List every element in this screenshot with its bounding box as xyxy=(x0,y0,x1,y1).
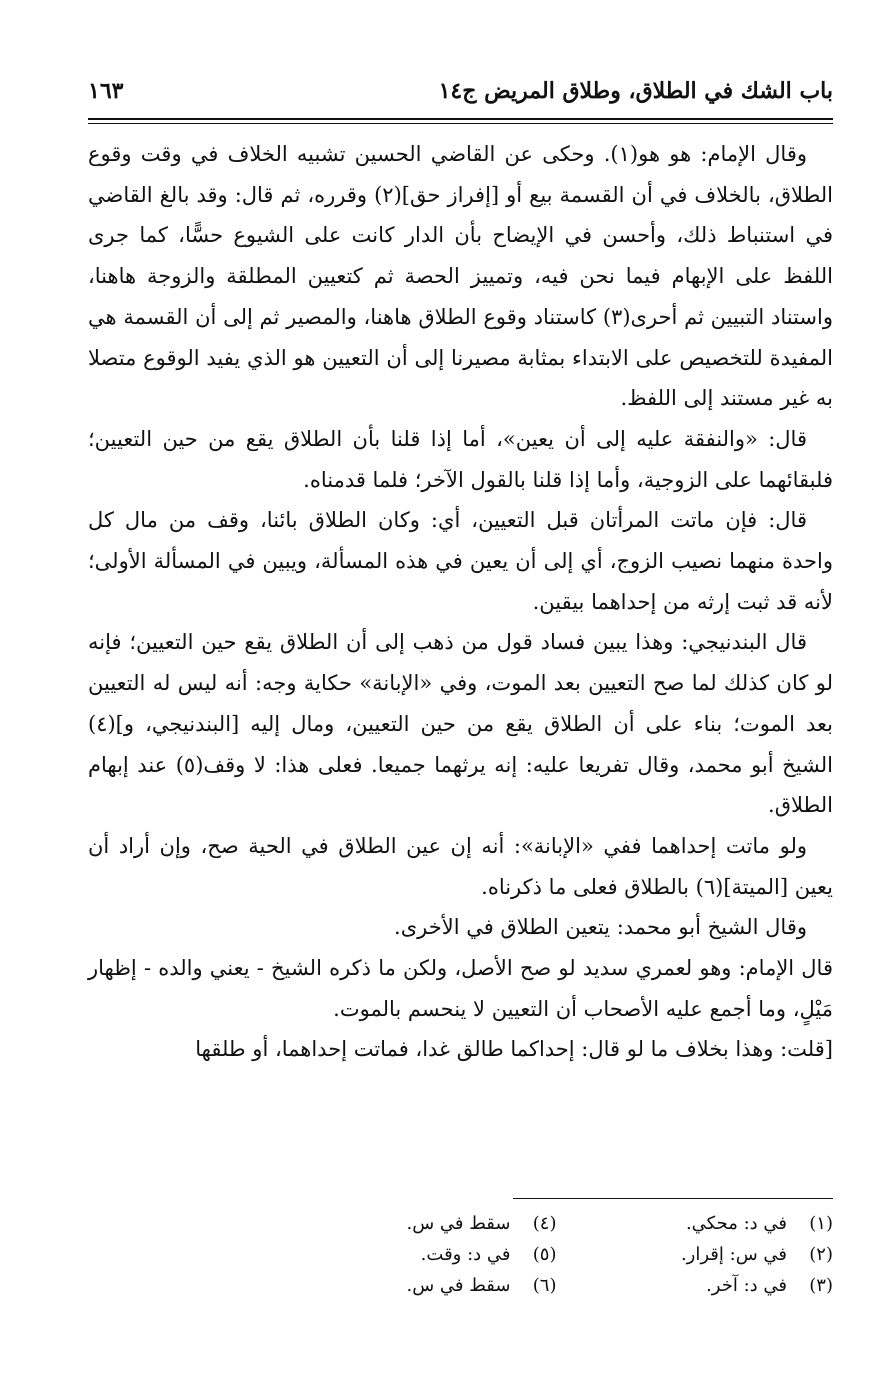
page-header xyxy=(88,78,833,118)
paragraph: قال البندنيجي: وهذا يبين فساد قول من ذهب إلى أن الطلاق يقع حين التعيين؛ فإنه لو كان كذلك لما صح التعيين بعد الموت، وفي «الإبانة» حكاية وجه: أنه ليس له التعيين بعد الموت؛ بناء على أن الطلاق يقع من حين التعيين، ومال إليه [البندنيجي، و](٤) الشيخ أبو محمد، وقال تفريعا عليه: إنه يرثهما جميعا. فعلى هذا: لا وقف(٥) عند إبهام الطلاق. xyxy=(88,630,833,818)
paragraph: ولو ماتت إحداهما ففي «الإبانة»: أنه إن عين الطلاق في الحية صح، وإن أراد أن يعين [الميتة](٦) بالطلاق فعلى ما ذكرناه. xyxy=(88,833,833,899)
footnote-text: في س: إقرار. xyxy=(680,1244,787,1265)
footnote-text: في د: وقت. xyxy=(420,1244,511,1265)
footnote-number: (٦) xyxy=(532,1275,557,1296)
footnote-number: (١) xyxy=(809,1213,833,1234)
paragraph: [قلت: وهذا بخلاف ما لو قال: إحداكما طالق غدا، فماتت إحداهما، أو طلقها xyxy=(195,1037,833,1062)
footnote xyxy=(280,1208,557,1239)
footnote-number: (٥) xyxy=(532,1244,557,1265)
footnote-text: سقط في س. xyxy=(406,1275,511,1296)
footnote-text: في د: آخر. xyxy=(706,1275,787,1296)
footnote xyxy=(557,1239,834,1270)
footnote-separator xyxy=(513,1198,833,1199)
footnote-number: (٤) xyxy=(532,1213,557,1234)
paragraph: وقال الشيخ أبو محمد: يتعين الطلاق في الأخرى. xyxy=(394,915,807,940)
paragraph: قال: فإن ماتت المرأتان قبل التعيين، أي: وكان الطلاق بائنا، وقف من مال كل واحدة منهما نصيب الزوج، أي إلى أن يعين في هذه المسألة، ويبين في المسألة الأولى؛ لأنه قد ثبت إرثه من إحداهما بيقين. xyxy=(88,508,833,614)
paragraph: قال الإمام: وهو لعمري سديد لو صح الأصل، ولكن ما ذكره الشيخ - يعني والده - إظهار مَيْلٍ، وما أجمع عليه الأصحاب أن التعيين لا ينحسم بالموت. xyxy=(88,956,833,1021)
footnotes xyxy=(280,1208,833,1301)
page-number: ١٦٣ xyxy=(88,78,124,104)
paragraph: وقال الإمام: هو هو(١). وحكى عن القاضي الحسين تشبيه الخلاف في وقت وقوع الطلاق، بالخلاف في أن القسمة بيع أو [إفراز حق](٢) وقرره، ثم قال: وقد بالغ القاضي في استنباط ذلك، وأحسن في الإيضاح بأن الدار كانت على الشيوع حسًّا، كما جرى اللفظ على الإبهام فيما نحن فيه، وتمييز الحصة ثم كتعيين المطلقة والزوجة هاهنا، واستناد التبيين ثم أحرى(٣) كاستناد وقوع الطلاق هاهنا، والمصير ثم إلى أن القسمة هي المفيدة للتخصيص على الابتداء بمثابة مصيرنا إلى أن التعيين هو الذي يفيد الوقوع متصلا به غير مستند إلى اللفظ. xyxy=(88,142,834,411)
footnote-number: (٣) xyxy=(809,1275,833,1296)
footnote-column-right xyxy=(557,1208,834,1301)
footnote xyxy=(557,1270,834,1301)
footnote-number: (٢) xyxy=(809,1244,833,1265)
footnote-text: في د: محكي. xyxy=(685,1213,787,1234)
footnote-column-left xyxy=(280,1208,557,1301)
footnote xyxy=(280,1270,557,1301)
footnote xyxy=(557,1208,834,1239)
footnote xyxy=(280,1239,557,1270)
footnote-text: سقط في س. xyxy=(406,1213,511,1234)
paragraph: قال: «والنفقة عليه إلى أن يعين»، أما إذا قلنا بأن الطلاق يقع من حين التعيين؛ فلبقائهما على الزوجية، وأما إذا قلنا بالقول الآخر؛ فلما قدمناه. xyxy=(88,426,833,492)
running-title: باب الشك في الطلاق، وطلاق المريض ج١٤ xyxy=(438,78,833,104)
header-rule-thick xyxy=(88,118,833,120)
header-rule-thin xyxy=(88,123,833,124)
main-text xyxy=(88,134,833,1070)
